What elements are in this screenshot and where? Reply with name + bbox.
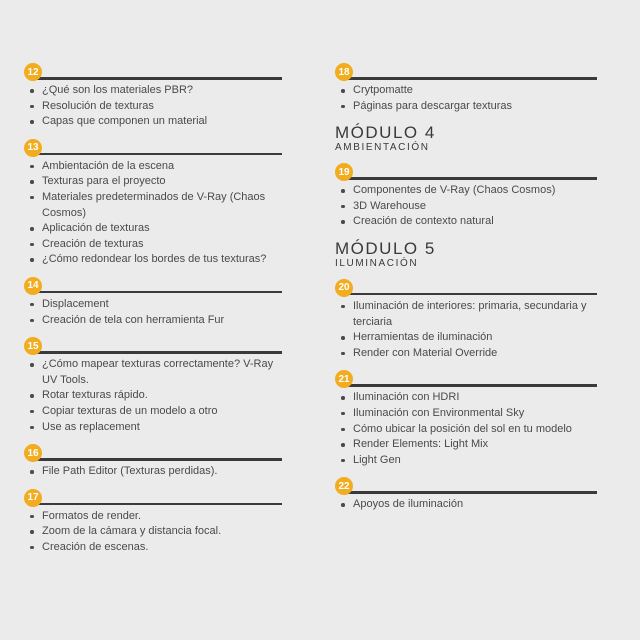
- section-number-badge: 13: [24, 139, 42, 157]
- topic-item: Formatos de render.: [24, 509, 282, 525]
- lesson-section-13: [24, 138, 282, 268]
- topic-list: [24, 461, 282, 480]
- module-heading: [335, 124, 597, 154]
- section-number-badge: 21: [335, 370, 353, 388]
- section-number-badge: 18: [335, 63, 353, 81]
- lesson-section-21: [335, 369, 597, 468]
- topic-list: [24, 354, 282, 435]
- section-header: [24, 443, 282, 461]
- section-header: [335, 162, 597, 180]
- section-number-badge: 20: [335, 279, 353, 297]
- lesson-section-22: [335, 476, 597, 513]
- lesson-section-18: [335, 62, 597, 114]
- topic-item: ¿Qué son los materiales PBR?: [24, 83, 282, 99]
- module-title: MÓDULO 4: [335, 123, 436, 143]
- lesson-section-17: [24, 488, 282, 556]
- topic-list: [24, 80, 282, 130]
- module-subtitle: ILUMINACIÓN: [335, 257, 419, 269]
- topic-item: Iluminación con Environmental Sky: [335, 406, 597, 422]
- topic-item: Cómo ubicar la posición del sol en tu modelo: [335, 422, 597, 438]
- section-divider: [32, 77, 282, 80]
- topic-list: [335, 494, 597, 513]
- lesson-section-12: [24, 62, 282, 130]
- section-header: [335, 369, 597, 387]
- lesson-section-16: [24, 443, 282, 480]
- topic-item: ¿Cómo mapear texturas correctamente? V-Ray UV Tools.: [24, 357, 282, 388]
- section-number-badge: 19: [335, 163, 353, 181]
- topic-item: Resolución de texturas: [24, 99, 282, 115]
- lesson-section-14: [24, 276, 282, 328]
- topic-item: Rotar texturas rápido.: [24, 388, 282, 404]
- section-divider: [32, 291, 282, 294]
- topic-item: Creación de escenas.: [24, 540, 282, 556]
- section-header: [335, 278, 597, 296]
- topic-item: ¿Cómo redondear los bordes de tus texturas?: [24, 252, 282, 268]
- section-divider: [343, 384, 597, 387]
- section-divider: [32, 351, 282, 354]
- topic-item: Componentes de V-Ray (Chaos Cosmos): [335, 183, 597, 199]
- module-heading: [335, 240, 597, 270]
- section-divider: [32, 153, 282, 156]
- topic-list: [335, 387, 597, 468]
- topic-item: Apoyos de iluminación: [335, 497, 597, 513]
- section-number-badge: 17: [24, 489, 42, 507]
- topic-item: Copiar texturas de un modelo a otro: [24, 404, 282, 420]
- topic-item: Creación de contexto natural: [335, 214, 597, 230]
- topic-list: [335, 180, 597, 230]
- topic-item: Render con Material Override: [335, 346, 597, 362]
- topic-item: Capas que componen un material: [24, 114, 282, 130]
- section-divider: [32, 458, 282, 461]
- topic-item: Texturas para el proyecto: [24, 174, 282, 190]
- topic-list: [335, 296, 597, 361]
- section-header: [24, 276, 282, 294]
- section-divider: [343, 293, 597, 296]
- section-number-badge: 14: [24, 277, 42, 295]
- section-header: [24, 488, 282, 506]
- topic-item: Aplicación de texturas: [24, 221, 282, 237]
- topic-item: Zoom de la cámara y distancia focal.: [24, 524, 282, 540]
- section-divider: [343, 491, 597, 494]
- topic-item: Light Gen: [335, 453, 597, 469]
- section-header: [24, 138, 282, 156]
- module-title: MÓDULO 5: [335, 238, 436, 258]
- topic-list: [24, 506, 282, 556]
- topic-item: Herramientas de iluminación: [335, 330, 597, 346]
- section-divider: [343, 177, 597, 180]
- section-header: [24, 336, 282, 354]
- lesson-section-20: [335, 278, 597, 361]
- topic-item: 3D Warehouse: [335, 199, 597, 215]
- topic-item: Crytpomatte: [335, 83, 597, 99]
- topic-item: File Path Editor (Texturas perdidas).: [24, 464, 282, 480]
- topic-item: Displacement: [24, 297, 282, 313]
- module-subtitle: AMBIENTACIÓN: [335, 142, 430, 154]
- right-column: [335, 62, 597, 521]
- topic-item: Ambientación de la escena: [24, 159, 282, 175]
- section-header: [335, 476, 597, 494]
- section-number-badge: 16: [24, 444, 42, 462]
- topic-item: Use as replacement: [24, 420, 282, 436]
- section-divider: [343, 77, 597, 80]
- topic-item: Creación de tela con herramienta Fur: [24, 313, 282, 329]
- lesson-section-19: [335, 162, 597, 230]
- section-header: [24, 62, 282, 80]
- topic-item: Creación de texturas: [24, 237, 282, 253]
- section-number-badge: 22: [335, 477, 353, 495]
- topic-item: Iluminación de interiores: primaria, secundaria y terciaria: [335, 299, 597, 330]
- left-column: [24, 62, 282, 563]
- section-header: [335, 62, 597, 80]
- section-number-badge: 12: [24, 63, 42, 81]
- section-number-badge: 15: [24, 337, 42, 355]
- topic-list: [24, 294, 282, 328]
- topic-item: Iluminación con HDRI: [335, 390, 597, 406]
- topic-item: Materiales predeterminados de V-Ray (Chaos Cosmos): [24, 190, 282, 221]
- topic-item: Páginas para descargar texturas: [335, 99, 597, 115]
- topic-list: [24, 156, 282, 268]
- topic-item: Render Elements: Light Mix: [335, 437, 597, 453]
- topic-list: [335, 80, 597, 114]
- section-divider: [32, 503, 282, 506]
- lesson-section-15: [24, 336, 282, 435]
